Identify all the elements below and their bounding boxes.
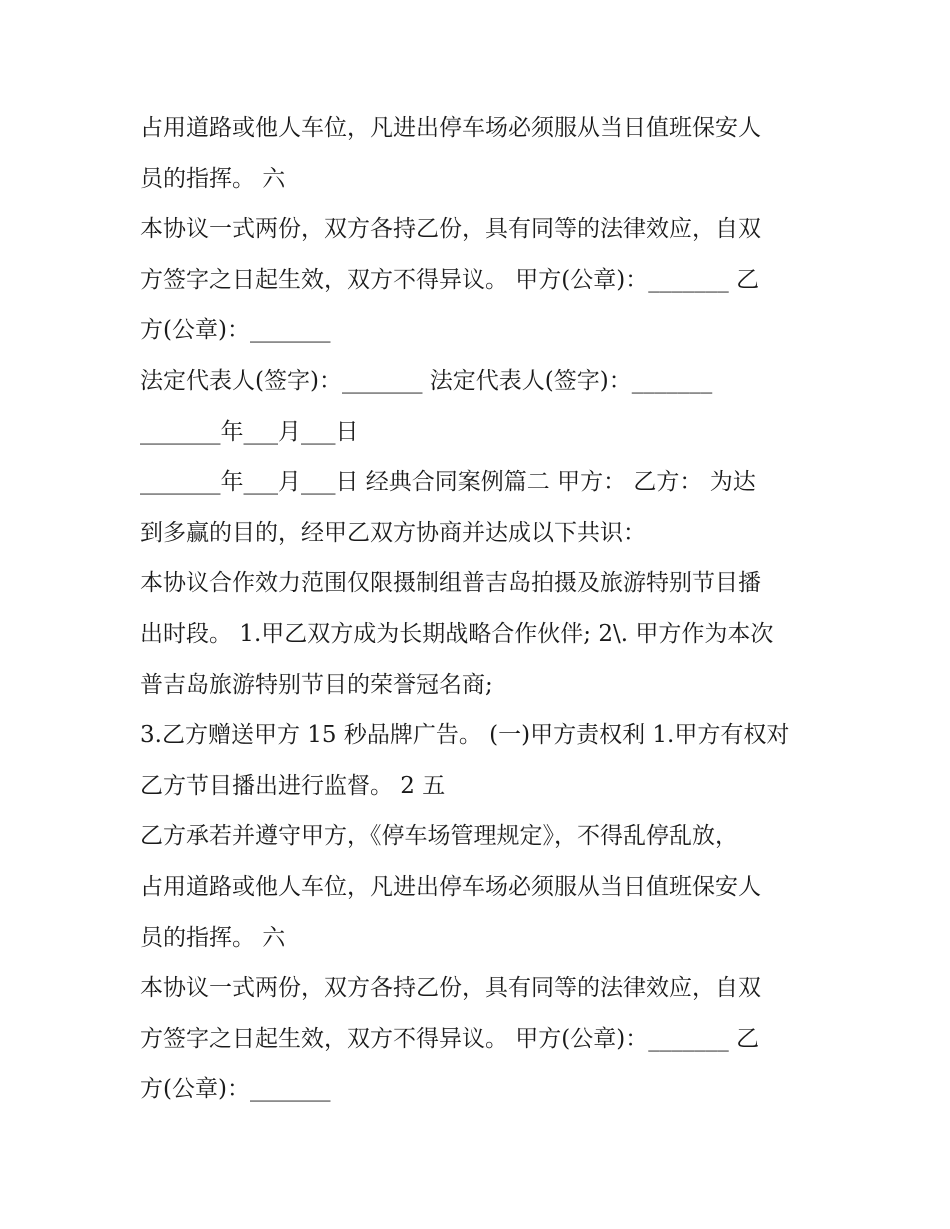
text-line: 员的指挥。 六 xyxy=(140,924,286,951)
text-line: 法定代表人(签字)：_______ 法定代表人(签字)：_______ xyxy=(140,367,713,394)
text-line: 方(公章)：_______ xyxy=(140,317,331,344)
text-line: 本协议一式两份，双方各持乙份，具有同等的法律效应，自双 xyxy=(140,975,761,1002)
text-line: 方签字之日起生效，双方不得异议。 甲方(公章)：_______ 乙 xyxy=(140,266,760,293)
text-line: 本协议合作效力范围仅限摄制组普吉岛拍摄及旅游特别节目播 xyxy=(140,570,761,597)
document-body xyxy=(140,103,820,1115)
text-line: 占用道路或他人车位，凡进出停车场必须服从当日值班保安人 xyxy=(140,873,761,900)
text-line: 方(公章)：_______ xyxy=(140,1076,331,1103)
text-line: _______年___月___日 xyxy=(140,418,359,445)
text-line: 占用道路或他人车位，凡进出停车场必须服从当日值班保安人 xyxy=(140,115,761,141)
text-line: 方签字之日起生效，双方不得异议。 甲方(公章)：_______ 乙 xyxy=(140,1025,760,1052)
text-line: 乙方承若并遵守甲方，《停车场管理规定》，不得乱停乱放， xyxy=(140,823,738,850)
text-line: 普吉岛旅游特别节目的荣誉冠名商; xyxy=(140,671,493,698)
text-line: 本协议一式两份，双方各持乙份，具有同等的法律效应，自双 xyxy=(140,216,761,243)
text-line: 员的指挥。 六 xyxy=(140,165,286,192)
text-line: 到多赢的目的，经甲乙双方协商并达成以下共识： xyxy=(140,519,646,546)
text-line: 出时段。 1.甲乙双方成为长期战略合作伙伴; 2\. 甲方作为本次 xyxy=(140,620,774,647)
text-line: 乙方节目播出进行监督。 2 五 xyxy=(140,772,446,799)
text-line: _______年___月___日 经典合同案例篇二 甲方： 乙方： 为达 xyxy=(140,469,756,496)
text-line: 3.乙方赠送甲方 15 秒品牌广告。 (一)甲方责权利 1.甲方有权对 xyxy=(140,722,790,749)
